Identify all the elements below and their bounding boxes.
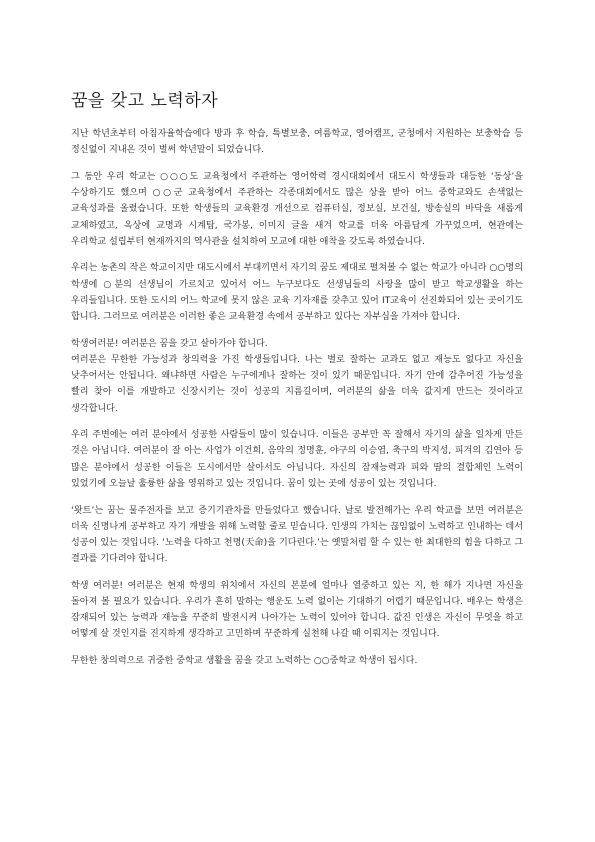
document-title: 꿈을 갖고 노력하자: [71, 91, 219, 111]
paragraph-7: 학생 여러분! 여러분은 현재 학생의 위치에서 자신의 본분에 얼마나 열중하고 있는 지, 한 해가 지나면 자신을 돌아져 볼 필요가 있습니다. 우리가 흔히 말하는 행운도 노력 없이는 기대하기 어렵기 때문입니다. 배우는 학생은 잠재되어 있는 능력과 재능을 꾸준히 발전시켜 나아가는 노력이 있어야 합니다. 값진 인생은 자신이 무엇을 하고 어떻게 살 것인지를 진지하게 생각하고 고민하며 꾸준하게 실천해 나갈 때 이뤄지는 것입니다.: [71, 580, 523, 640]
document-body: [71, 126, 523, 680]
paragraph-8: 무한한 창의력으로 귀중한 중학교 생활을 꿈을 갖고 노력하는 ○○중학교 학생이 됩시다.: [71, 656, 418, 667]
paragraph-4: 학생여러분! 여러분은 꿈을 갖고 살아가야 합니다. 여러분은 무한한 가능성과 창의력을 가진 학생들입니다. 나는 별로 잘하는 교과도 없고 재능도 없다고 자신을 낮추어서는 안됩니다. 왜냐하면 사람은 누구에게나 잘하는 것이 있기 때문입니다. 자기 안에 감추어진 가능성을 빨리 찾아 이를 개발하고 신장시키는 것이 성공의 지름길이며, 여러분의 삶을 더욱 값지게 만드는 것이라고 생각합니다.: [71, 338, 523, 414]
paragraph-5: 우리 주변에는 여러 분야에서 성공한 사람들이 많이 있습니다. 이들은 공부만 꼭 잘해서 자기의 삶을 일차게 만든 것은 아닙니다. 여러분이 잘 아는 사업가 이건희, 음악의 정명훈, 야구의 이승엽, 축구의 박지성, 피겨의 김연아 등 많은 분야에서 성공한 이들은 도시에서만 살아서도 아닙니다. 자신의 잠재능력과 피와 땀의 결합체인 노력이 있었기에 오늘날 훌륭한 삶을 영위하고 있는 것입니다. 꿈이 있는 곳에 성공이 있는 것입니다.: [71, 430, 523, 489]
paragraph-3: 우리는 농촌의 작은 학교이지만 대도시에서 부대끼면서 자기의 꿈도 제대로 펼쳐볼 수 없는 학교가 아니라 ○○명의 학생에 ○분의 선생님이 가르치고 있어서 어느 누구보다도 선생님들의 사랑을 많이 받고 학교생활을 하는 우리들입니다. 또한 도시의 어느 학교에 못지 않은 교육 기자재를 갖추고 있어 IT교육이 선진화되어 있는 곳이기도 합니다. 그러므로 여러분은 이러한 좋은 교육환경 속에서 공부하고 있다는 자부심을 가져야 합니다.: [71, 263, 523, 323]
paragraph-6: ‘왓트’는 꿈는 물주전자를 보고 증기기관차를 만들었다고 했습니다. 날로 발전해가는 우리 학교를 보면 여러분은 더욱 신명나게 공부하고 자기 개발을 위해 노력할 줄로 믿습니다. 인생의 가치는 끊임없이 노력하고 인내하는 데서 성공이 있는 것입니다. ‘노력을 다하고 천명(天命)을 기다린다.’는 옛말처럼 할 수 있는 한 최대한의 힘을 다하고 그 결과를 기다려야 합니다.: [71, 505, 523, 565]
paragraph-1: 지난 학년초부터 아침자율학습에다 방과 후 학습, 특별보충, 여름학교, 영어캠프, 군청에서 지원하는 보충학습 등 정신없이 지내온 것이 벌써 학년말이 되었습니다.: [71, 129, 523, 156]
paragraph-2: 그 동안 우리 학교는 ○○○도 교육청에서 주관하는 영어학력 경시대회에서 대도시 학생들과 대등한 ‘동상’을 수상하기도 했으며 ○○군 교육청에서 주관하는 각종대회에서도 많은 상을 받아 어느 중학교와도 손색없는 교육성과를 올렸습니다. 또한 학생들의 교육환경 개선으로 컴퓨터실, 정보실, 보건실, 방송실의 바닥을 새롭게 교체하였고, 옥상에 교명과 시계탑, 국가봉, 이미지 글을 새겨 학교를 더욱 아름답게 가꾸었으며, 현관에는 우리학교 설립부터 현재까지의 역사관을 설치하여 모교에 대한 애착을 갖도록 하였습니다.: [71, 171, 523, 247]
